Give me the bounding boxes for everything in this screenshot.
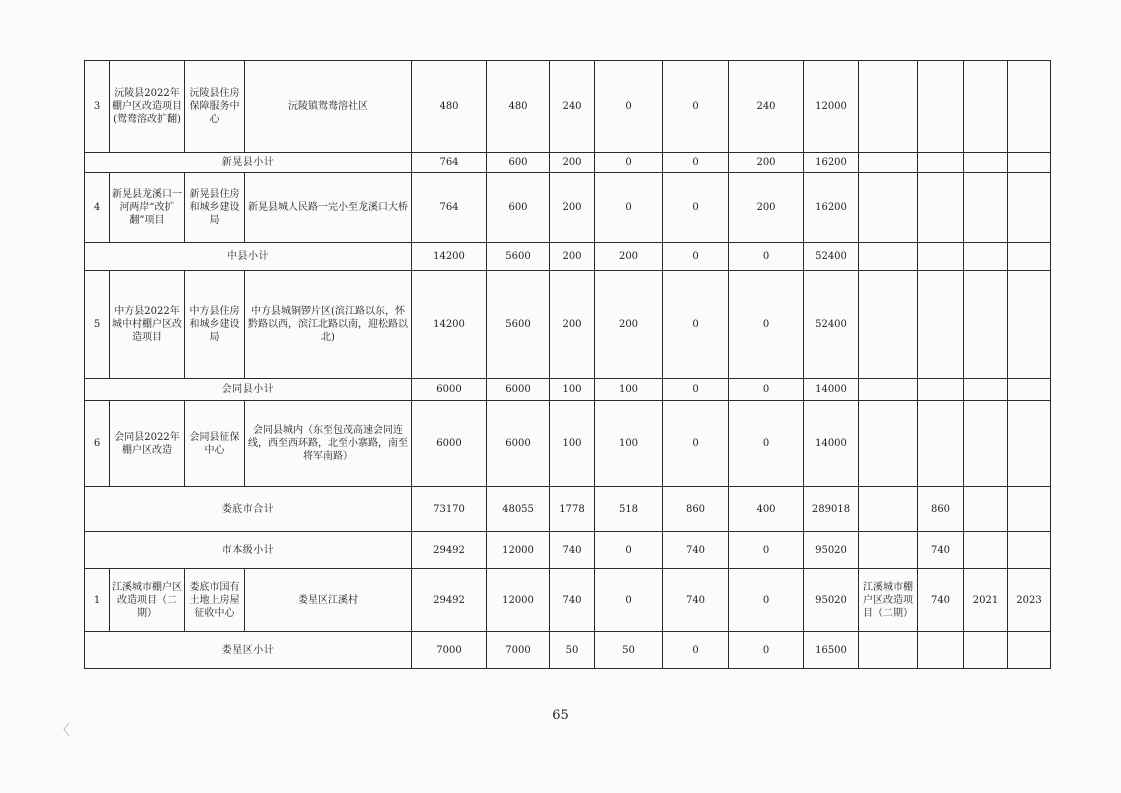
- project-table: [84, 60, 1051, 669]
- extra-cell-c3: [964, 243, 1008, 271]
- value-cell-v2: 12000: [487, 569, 550, 632]
- value-cell-v7: 16500: [804, 632, 859, 669]
- unit-cell: 会同县征保中心: [185, 401, 245, 487]
- value-cell-v2: 12000: [487, 532, 550, 569]
- value-cell-v2: 5600: [487, 271, 550, 379]
- value-cell-v4: 0: [595, 173, 663, 243]
- project-name-cell: 新晃县龙溪口一河两岸“改扩翻”项目: [110, 173, 185, 243]
- extra-cell-c1: 江溪城市棚户区改造项目（二期）: [859, 569, 918, 632]
- value-cell-v2: 600: [487, 173, 550, 243]
- value-cell-v7: 289018: [804, 487, 859, 532]
- extra-cell-c3: [964, 61, 1008, 153]
- scan-mark: 〈: [56, 723, 70, 739]
- extra-cell-c2: [918, 379, 964, 401]
- subtotal-row: [85, 379, 1051, 401]
- value-cell-v7: 14000: [804, 379, 859, 401]
- extra-cell-c2: [918, 271, 964, 379]
- value-cell-v4: 200: [595, 243, 663, 271]
- extra-cell-c3: [964, 379, 1008, 401]
- unit-cell: 中方县住房和城乡建设局: [185, 271, 245, 379]
- extra-cell-c2: [918, 153, 964, 173]
- project-name-cell: 沅陵县2022年棚户区改造项目(鸳鸯溶改扩翻): [110, 61, 185, 153]
- extra-cell-c1: [859, 532, 918, 569]
- extra-cell-c2: 740: [918, 569, 964, 632]
- location-cell: 中方县城铜锣片区(滨江路以东，怀黔路以西，滨江北路以南，迎松路以北): [245, 271, 412, 379]
- value-cell-v7: 52400: [804, 271, 859, 379]
- value-cell-v7: 95020: [804, 532, 859, 569]
- table-row: [85, 61, 1051, 153]
- extra-cell-c4: [1008, 379, 1051, 401]
- value-cell-v2: 480: [487, 61, 550, 153]
- index-cell: 4: [85, 173, 110, 243]
- value-cell-v6: 0: [729, 569, 804, 632]
- value-cell-v7: 16200: [804, 153, 859, 173]
- extra-cell-c1: [859, 61, 918, 153]
- value-cell-v4: 100: [595, 401, 663, 487]
- extra-cell-c3: [964, 487, 1008, 532]
- value-cell-v6: 0: [729, 632, 804, 669]
- value-cell-v5: 0: [663, 379, 729, 401]
- extra-cell-c3: [964, 632, 1008, 669]
- value-cell-v5: 860: [663, 487, 729, 532]
- value-cell-v4: 0: [595, 61, 663, 153]
- extra-cell-c4: 2023: [1008, 569, 1051, 632]
- value-cell-v5: 0: [663, 243, 729, 271]
- value-cell-v3: 50: [550, 632, 595, 669]
- value-cell-v6: 0: [729, 271, 804, 379]
- value-cell-v2: 600: [487, 153, 550, 173]
- table-row: [85, 173, 1051, 243]
- value-cell-v7: 12000: [804, 61, 859, 153]
- value-cell-v7: 14000: [804, 401, 859, 487]
- extra-cell-c4: [1008, 632, 1051, 669]
- value-cell-v4: 0: [595, 569, 663, 632]
- location-cell: 会同县城内（东至包茂高速会同连线，西至西环路，北至小寨路，南至将军南路）: [245, 401, 412, 487]
- value-cell-v1: 73170: [412, 487, 487, 532]
- extra-cell-c4: [1008, 153, 1051, 173]
- subtotal-row: [85, 632, 1051, 669]
- extra-cell-c4: [1008, 243, 1051, 271]
- value-cell-v3: 100: [550, 401, 595, 487]
- page-number: 65: [552, 708, 569, 723]
- extra-cell-c3: [964, 173, 1008, 243]
- extra-cell-c2: [918, 173, 964, 243]
- extra-cell-c1: [859, 153, 918, 173]
- value-cell-v3: 740: [550, 532, 595, 569]
- value-cell-v6: 240: [729, 61, 804, 153]
- value-cell-v3: 740: [550, 569, 595, 632]
- unit-cell: 新晃县住房和城乡建设局: [185, 173, 245, 243]
- value-cell-v2: 6000: [487, 379, 550, 401]
- subtotal-label-cell: 新晃县小计: [85, 153, 412, 173]
- table-row: [85, 271, 1051, 379]
- value-cell-v1: 6000: [412, 401, 487, 487]
- value-cell-v2: 5600: [487, 243, 550, 271]
- value-cell-v3: 200: [550, 243, 595, 271]
- value-cell-v5: 0: [663, 173, 729, 243]
- extra-cell-c1: [859, 487, 918, 532]
- value-cell-v1: 6000: [412, 379, 487, 401]
- value-cell-v1: 7000: [412, 632, 487, 669]
- index-cell: 3: [85, 61, 110, 153]
- subtotal-label-cell: 娄星区小计: [85, 632, 412, 669]
- subtotal-row: [85, 487, 1051, 532]
- value-cell-v1: 29492: [412, 532, 487, 569]
- value-cell-v6: 0: [729, 532, 804, 569]
- value-cell-v1: 480: [412, 61, 487, 153]
- project-name-cell: 会同县2022年棚户区改造: [110, 401, 185, 487]
- value-cell-v3: 200: [550, 271, 595, 379]
- extra-cell-c3: [964, 153, 1008, 173]
- value-cell-v2: 48055: [487, 487, 550, 532]
- extra-cell-c3: [964, 271, 1008, 379]
- value-cell-v3: 100: [550, 379, 595, 401]
- value-cell-v4: 100: [595, 379, 663, 401]
- value-cell-v7: 95020: [804, 569, 859, 632]
- value-cell-v4: 0: [595, 532, 663, 569]
- extra-cell-c1: [859, 379, 918, 401]
- extra-cell-c1: [859, 243, 918, 271]
- subtotal-label-cell: 市本级小计: [85, 532, 412, 569]
- unit-cell: 沅陵县住房保障服务中心: [185, 61, 245, 153]
- location-cell: 沅陵镇鸳鸯溶社区: [245, 61, 412, 153]
- value-cell-v7: 16200: [804, 173, 859, 243]
- value-cell-v5: 0: [663, 401, 729, 487]
- extra-cell-c2: 740: [918, 532, 964, 569]
- value-cell-v6: 400: [729, 487, 804, 532]
- unit-cell: 娄底市国有土地上房屋征收中心: [185, 569, 245, 632]
- project-name-cell: 江溪城市棚户区改造项目（二期）: [110, 569, 185, 632]
- value-cell-v4: 50: [595, 632, 663, 669]
- location-cell: 新晃县城人民路一完小至龙溪口大桥: [245, 173, 412, 243]
- project-name-cell: 中方县2022年城中村棚户区改造项目: [110, 271, 185, 379]
- value-cell-v6: 200: [729, 153, 804, 173]
- subtotal-label-cell: 会同县小计: [85, 379, 412, 401]
- value-cell-v1: 14200: [412, 271, 487, 379]
- extra-cell-c2: [918, 243, 964, 271]
- value-cell-v5: 0: [663, 271, 729, 379]
- value-cell-v5: 0: [663, 61, 729, 153]
- value-cell-v3: 240: [550, 61, 595, 153]
- value-cell-v6: 0: [729, 379, 804, 401]
- value-cell-v1: 14200: [412, 243, 487, 271]
- value-cell-v1: 29492: [412, 569, 487, 632]
- index-cell: 5: [85, 271, 110, 379]
- extra-cell-c4: [1008, 271, 1051, 379]
- extra-cell-c4: [1008, 61, 1051, 153]
- value-cell-v6: 200: [729, 173, 804, 243]
- value-cell-v6: 0: [729, 243, 804, 271]
- extra-cell-c2: [918, 632, 964, 669]
- value-cell-v4: 0: [595, 153, 663, 173]
- extra-cell-c2: [918, 401, 964, 487]
- extra-cell-c4: [1008, 401, 1051, 487]
- subtotal-label-cell: 中县小计: [85, 243, 412, 271]
- value-cell-v5: 740: [663, 569, 729, 632]
- value-cell-v5: 740: [663, 532, 729, 569]
- extra-cell-c1: [859, 271, 918, 379]
- value-cell-v3: 200: [550, 173, 595, 243]
- value-cell-v2: 7000: [487, 632, 550, 669]
- value-cell-v3: 1778: [550, 487, 595, 532]
- value-cell-v1: 764: [412, 153, 487, 173]
- extra-cell-c1: [859, 632, 918, 669]
- value-cell-v6: 0: [729, 401, 804, 487]
- value-cell-v5: 0: [663, 153, 729, 173]
- index-cell: 1: [85, 569, 110, 632]
- value-cell-v4: 200: [595, 271, 663, 379]
- subtotal-row: [85, 532, 1051, 569]
- subtotal-row: [85, 243, 1051, 271]
- extra-cell-c2: 860: [918, 487, 964, 532]
- extra-cell-c2: [918, 61, 964, 153]
- value-cell-v4: 518: [595, 487, 663, 532]
- extra-cell-c3: 2021: [964, 569, 1008, 632]
- extra-cell-c4: [1008, 173, 1051, 243]
- table-row: [85, 569, 1051, 632]
- value-cell-v7: 52400: [804, 243, 859, 271]
- table-row: [85, 401, 1051, 487]
- extra-cell-c4: [1008, 487, 1051, 532]
- index-cell: 6: [85, 401, 110, 487]
- value-cell-v1: 764: [412, 173, 487, 243]
- subtotal-label-cell: 娄底市合计: [85, 487, 412, 532]
- location-cell: 娄星区江溪村: [245, 569, 412, 632]
- subtotal-row: [85, 153, 1051, 173]
- extra-cell-c1: [859, 173, 918, 243]
- extra-cell-c4: [1008, 532, 1051, 569]
- value-cell-v2: 6000: [487, 401, 550, 487]
- value-cell-v5: 0: [663, 632, 729, 669]
- extra-cell-c1: [859, 401, 918, 487]
- extra-cell-c3: [964, 532, 1008, 569]
- value-cell-v3: 200: [550, 153, 595, 173]
- extra-cell-c3: [964, 401, 1008, 487]
